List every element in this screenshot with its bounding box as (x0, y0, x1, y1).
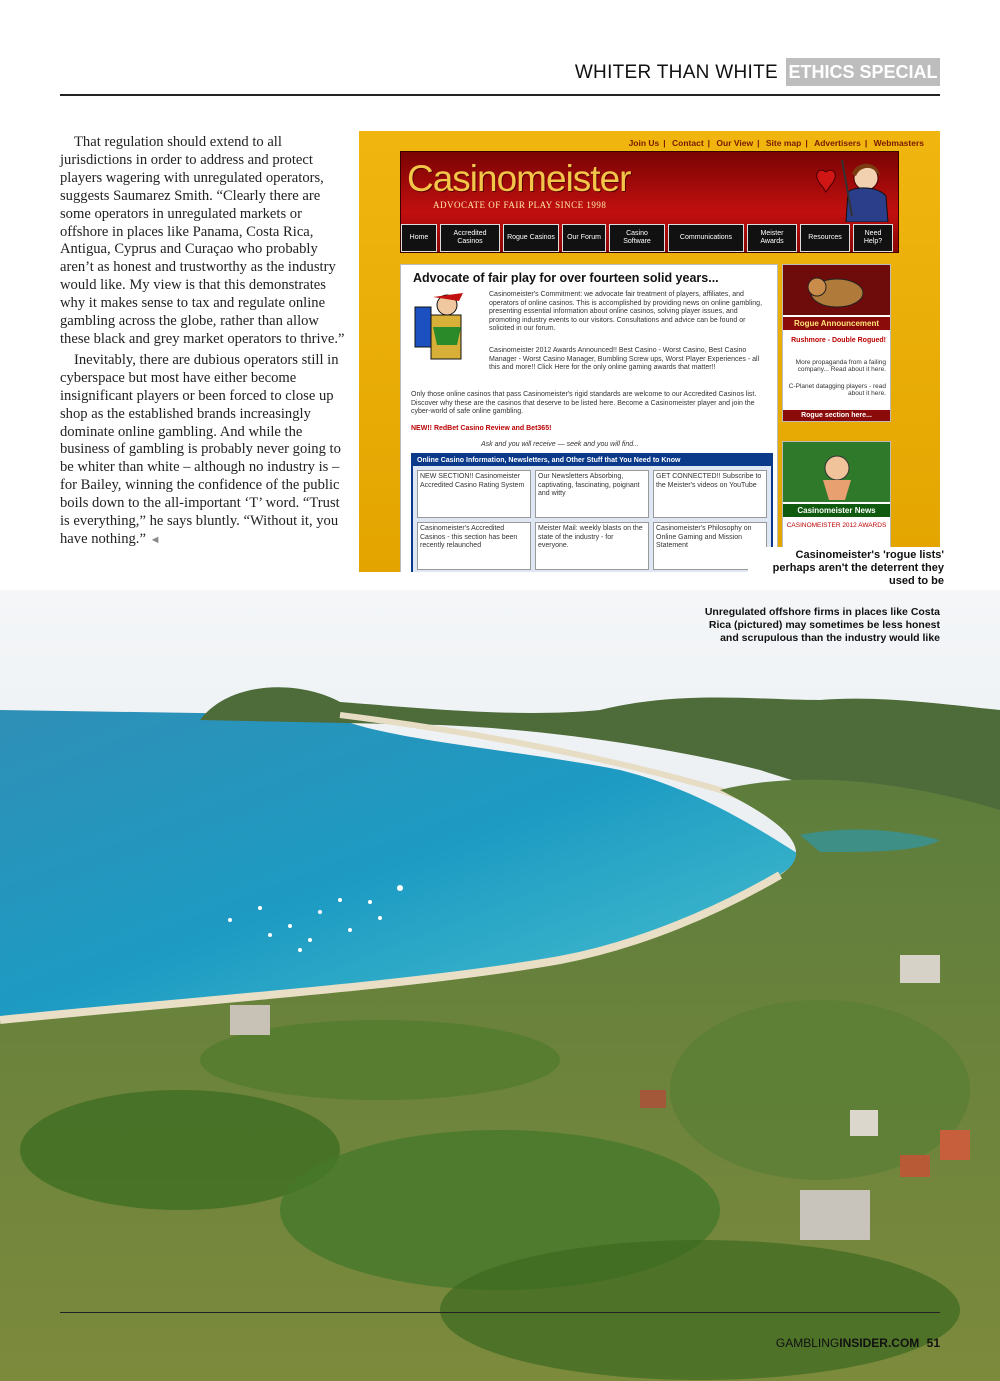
info-grid-header: Online Casino Information, Newsletters, and Other Stuff that You Need to Know (413, 455, 771, 466)
nav-item: Meister Awards (747, 224, 797, 252)
info-grid-cell: NEW SECTION!! Casinomeister Accredited Casino Rating System (417, 470, 531, 518)
nav-item: Home (401, 224, 437, 252)
site-new-line: NEW!! RedBet Casino Review and Bet365! (411, 425, 552, 432)
rogue-item: Rushmore - Double Rogued! (791, 337, 886, 344)
section-title: WHITER THAN WHITE (574, 62, 778, 83)
info-grid (411, 453, 773, 572)
site-awards: Casinomeister 2012 Awards Announced!! Best Casino - Worst Casino, Best Casino Manager - Worst Casino Manager, Bumbling Screw ups, Worst Player Experiences - all this and more!! Click Here for the only online gaming awards that matter!! (489, 347, 760, 371)
end-mark-icon: ◄ (149, 533, 161, 546)
site-brand: Casinomeister (407, 158, 631, 199)
news-sidebar-sub: CASINOMEISTER 2012 AWARDS (786, 522, 887, 529)
article-paragraph: That regulation should extend to all jurisdictions in order to address and protect players wagering with unregulated operators, suggests Saumarez Smith. “Clearly there are some operators in unregulated markets or offshore in places like Panama, Costa Rica, Antigua, Cyprus and Curaçao who probably aren’t as honest and trustworthy as the industry would like. My view is that this demonstrates why it makes sense to tax and regulate online gambling across the globe, rather than allow these black and grey market operators to thrive.” (60, 134, 345, 347)
nav-item: Our Forum (562, 224, 606, 252)
mascot-icon (812, 156, 892, 222)
rogue-sidebar-title: Rogue Announcement (783, 317, 890, 330)
site-tagline: ADVOCATE OF FAIR PLAY SINCE 1998 (433, 200, 607, 210)
site-headline: Advocate of fair play for over fourteen solid years... (413, 271, 719, 285)
photo-caption: Unregulated offshore firms in places like Costa Rica (pictured) may sometimes be less honest and scrupulous than the industry would like (704, 606, 940, 644)
news-sidebar-title: Casinomeister News (783, 504, 890, 517)
site-accredited: Only those online casinos that pass Casinomeister's rigid standards are welcome to our Accredited Casinos list. Discover why these are the casinos that deserve to be listed here. Become a Casinomeister player and join the cyber-world of safe online gambling. (411, 391, 757, 415)
site-commitment: Casinomeister's Commitment: we advocate fair treatment of players, affiliates, and operators of online casinos. This is accomplished by providing news on online gambling, presenting essential information about online casinos, solving player issues, and promoting industry events to our visitors. Consultations and advice can be found or solicited in our forum. (489, 291, 763, 332)
top-link: Webmasters (873, 138, 924, 148)
rogue-sidebar-footer: Rogue section here... (783, 410, 890, 421)
article-paragraph (60, 352, 346, 550)
article-paragraph-text: Inevitably, there are dubious operators still in cyberspace but most have either become insignificant players or been forced to close up shop as the established brands increasingly dominate online gambling. And while the business of gambling is probably never going to be whiter than white – although no industry is – for Bailey, winning the confidence of the public boils down to the all-important ‘T’ word. “Trust is everything,” he says bluntly. “Without it, you have nothing.” (60, 351, 341, 547)
site-nav (401, 224, 898, 252)
top-link: Our View (716, 138, 754, 148)
top-link: Contact (672, 138, 704, 148)
nav-item: Rogue Casinos (503, 224, 559, 252)
site-main-panel (400, 264, 778, 572)
rogue-sidebar (782, 264, 891, 422)
info-grid-cell: Our Newsletters Absorbing, captivating, fascinating, poignant and witty (535, 470, 649, 518)
article-body (60, 134, 346, 553)
rogue-item: More propaganda from a failing company... Read about it here. (795, 359, 886, 373)
boar-icon (783, 265, 890, 315)
info-grid-cell: GET CONNECTED!! Subscribe to the Meister's videos on YouTube (653, 470, 767, 518)
info-grid-cell: Casinomeister's Accredited Casinos - this section has been recently relaunched (417, 522, 531, 570)
knight-icon (411, 287, 481, 367)
info-grid-cell: Casinomeister's Philosophy on Online Gaming and Mission Statement (653, 522, 767, 570)
top-link: Advertisers (814, 138, 861, 148)
nav-item: Resources (800, 224, 850, 252)
nav-item: Casino Software (609, 224, 665, 252)
top-link: Join Us (628, 138, 660, 148)
info-grid-cell: Meister Mail: weekly blasts on the state of the industry - for everyone. (535, 522, 649, 570)
footer-rule (60, 1312, 940, 1313)
footer-site-a: GAMBLING (775, 1336, 840, 1350)
nav-item: Need Help? (853, 224, 893, 252)
page-header (60, 56, 940, 96)
page-number: 51 (926, 1336, 940, 1350)
top-link: Site map (765, 138, 802, 148)
nav-item: Communications (668, 224, 744, 252)
website-screenshot (359, 131, 940, 572)
page-footer (776, 1336, 940, 1350)
section-tag: ETHICS SPECIAL (786, 58, 940, 86)
screenshot-caption: Casinomeister's 'rogue lists' perhaps aren't the deterrent they used to be (748, 547, 944, 590)
footer-site-b: INSIDER.COM (839, 1336, 920, 1350)
costa-rica-aerial-photo (0, 590, 1000, 1381)
nav-item: Accredited Casinos (440, 224, 500, 252)
cherub-icon (783, 442, 890, 502)
site-banner (400, 151, 899, 253)
top-links: Join Us | Contact | Our View | Site map | Advertisers | Webmasters (628, 138, 924, 148)
rogue-item: C-Planet datagging players - read about it here. (788, 383, 886, 397)
site-ask: Ask and you will receive — seek and you will find... (481, 441, 639, 448)
